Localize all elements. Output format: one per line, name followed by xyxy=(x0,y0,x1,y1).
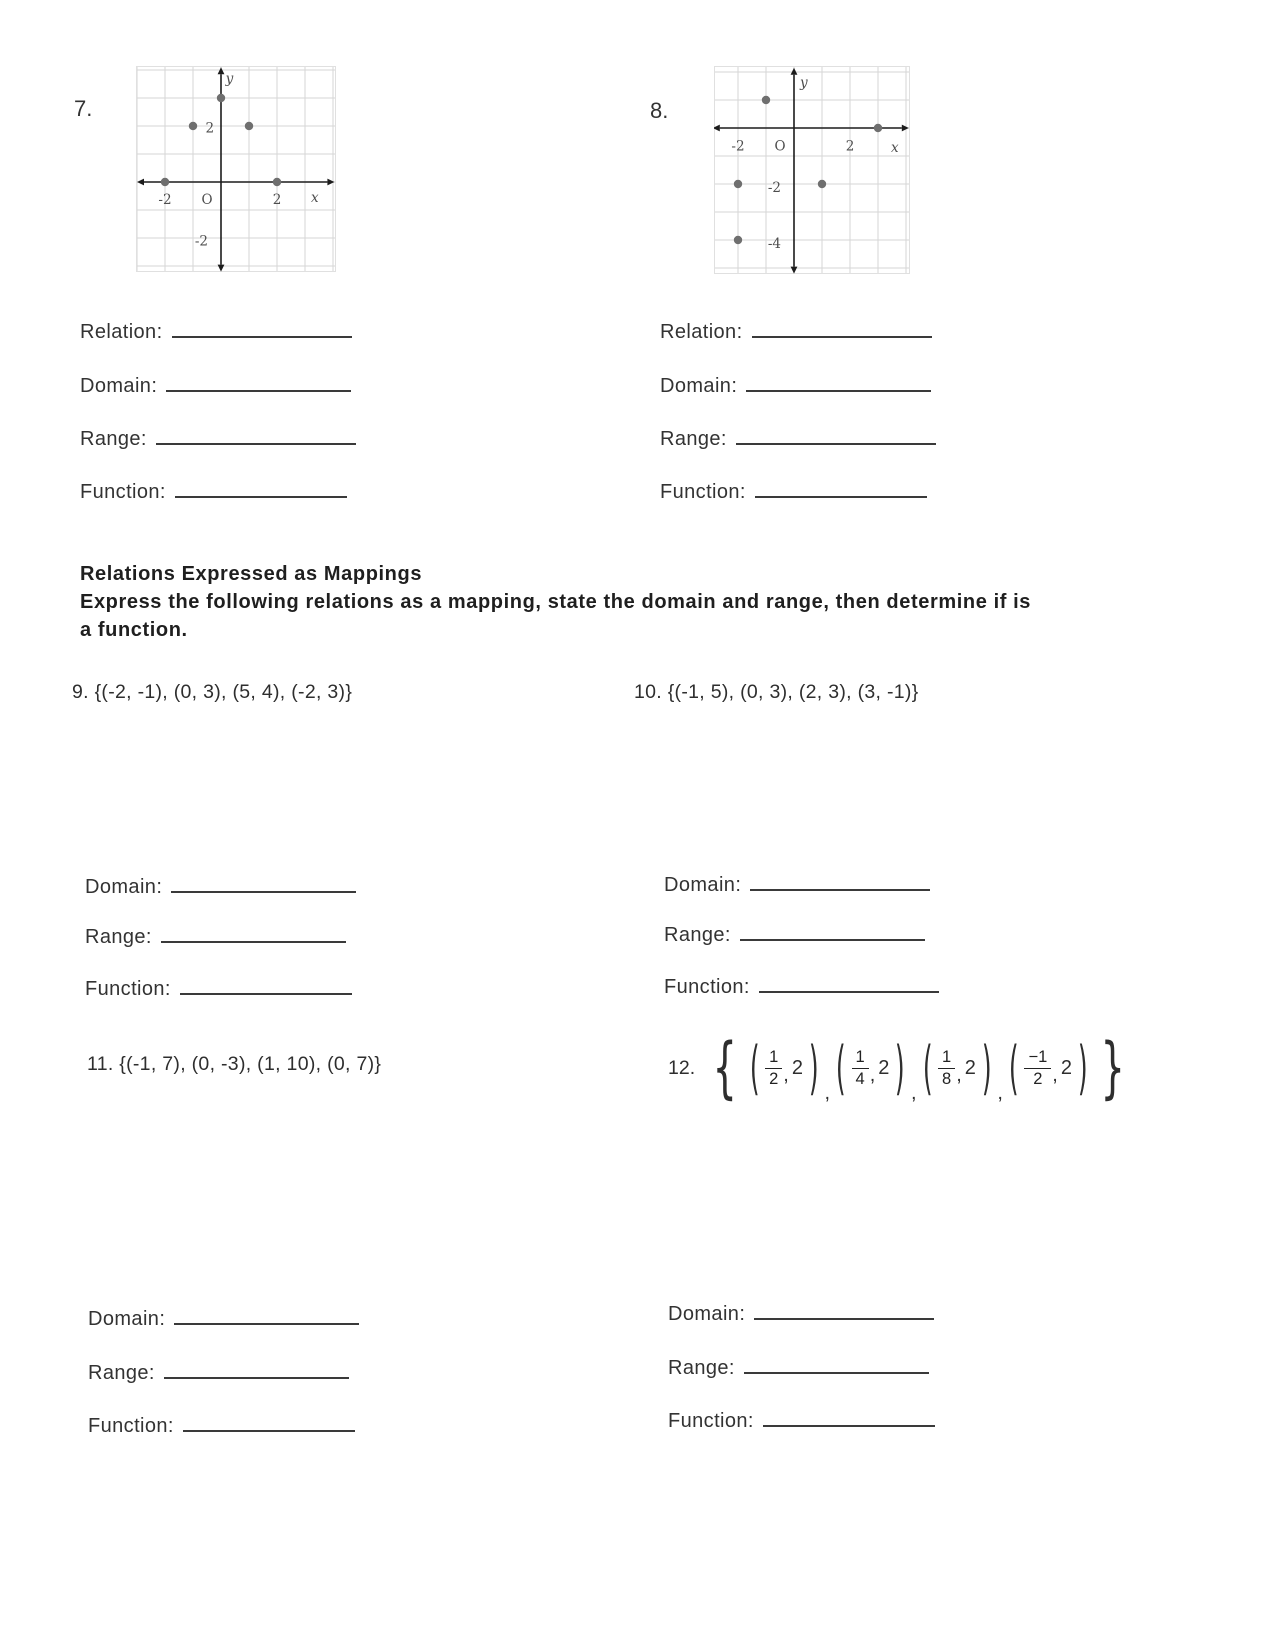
function-label: Function: xyxy=(85,978,171,1000)
domain-label: Domain: xyxy=(668,1303,746,1325)
relation-field-8 xyxy=(660,321,932,344)
fraction xyxy=(1024,1047,1051,1089)
blank-line xyxy=(175,481,347,498)
fraction-denominator: 2 xyxy=(769,1069,779,1088)
pair-second-value: 2 xyxy=(878,1056,890,1079)
fraction-numerator: 1 xyxy=(765,1047,782,1069)
fraction-denominator: 2 xyxy=(1033,1069,1043,1088)
problem-9 xyxy=(72,681,352,704)
open-brace: { xyxy=(712,1028,738,1107)
relation-label: Relation: xyxy=(660,321,743,343)
data-point xyxy=(818,180,826,188)
domain-field-10 xyxy=(664,874,930,897)
data-point xyxy=(189,122,197,130)
range-label: Range: xyxy=(85,926,152,948)
range-label: Range: xyxy=(664,924,731,946)
graph-label: -2 xyxy=(731,138,745,155)
data-point xyxy=(762,96,770,104)
section-instructions-line1: Express the following relations as a mapping, state the domain and range, then determine if is xyxy=(80,591,1032,613)
problem-9-number: 9. xyxy=(72,681,89,703)
pair-separator: , xyxy=(910,1082,917,1104)
problem-12-pairs xyxy=(745,1034,1093,1104)
blank-line xyxy=(755,481,927,498)
domain-label: Domain: xyxy=(664,874,742,896)
function-label: Function: xyxy=(668,1410,754,1432)
fraction-numerator: −1 xyxy=(1024,1047,1051,1069)
blank-line xyxy=(180,978,352,995)
domain-label: Domain: xyxy=(88,1308,166,1330)
data-point xyxy=(273,178,281,186)
problem-10-set: {(-1, 5), (0, 3), (2, 3), (3, -1)} xyxy=(667,681,919,703)
graph-label: -2 xyxy=(158,191,172,208)
open-paren-icon: ( xyxy=(922,1034,933,1102)
domain-field-12 xyxy=(668,1303,934,1326)
range-label: Range: xyxy=(660,428,727,450)
graph-label: O xyxy=(201,191,213,208)
blank-line xyxy=(740,924,925,941)
function-field-12 xyxy=(668,1410,935,1433)
graph-label: -4 xyxy=(767,235,781,252)
function-field-9 xyxy=(85,978,352,1001)
problem-9-set: {(-2, -1), (0, 3), (5, 4), (-2, 3)} xyxy=(94,681,353,703)
data-point xyxy=(874,124,882,132)
problem-11-set: {(-1, 7), (0, -3), (1, 10), (0, 7)} xyxy=(119,1053,382,1075)
graph-label: O xyxy=(774,138,786,155)
fraction xyxy=(765,1047,782,1089)
function-field-8 xyxy=(660,481,927,504)
domain-field-8 xyxy=(660,375,931,398)
data-point xyxy=(217,94,225,102)
problem-12-number: 12. xyxy=(668,1056,696,1079)
close-paren-icon: ) xyxy=(895,1034,906,1102)
graph-label: 2 xyxy=(205,120,215,137)
graph-7 xyxy=(136,66,336,277)
graph-label: 2 xyxy=(272,191,282,208)
fraction-denominator: 8 xyxy=(942,1069,952,1088)
domain-label: Domain: xyxy=(660,375,738,397)
pair-comma: , xyxy=(1052,1063,1058,1086)
problem-8-number: 8. xyxy=(650,98,669,123)
graph-8 xyxy=(714,66,910,279)
blank-line xyxy=(156,428,356,445)
range-field-11 xyxy=(88,1362,349,1385)
function-label: Function: xyxy=(664,976,750,998)
section-title: Relations Expressed as Mappings xyxy=(80,563,423,585)
blank-line xyxy=(754,1303,934,1320)
domain-field-9 xyxy=(85,876,356,899)
data-point xyxy=(161,178,169,186)
pair-comma: , xyxy=(956,1063,962,1086)
ordered-pair xyxy=(831,1034,910,1102)
open-paren-icon: ( xyxy=(1008,1034,1019,1102)
function-field-7 xyxy=(80,481,347,504)
data-point xyxy=(245,122,253,130)
ordered-pair xyxy=(1004,1034,1093,1102)
fraction-numerator: 1 xyxy=(938,1047,955,1069)
range-field-9 xyxy=(85,926,346,949)
problem-7-number: 7. xyxy=(74,96,93,121)
fraction xyxy=(938,1047,955,1089)
open-paren-icon: ( xyxy=(749,1034,760,1102)
blank-line xyxy=(752,321,932,338)
blank-line xyxy=(172,321,352,338)
close-paren-icon: ) xyxy=(1077,1034,1088,1102)
graph-label: 2 xyxy=(845,138,855,155)
range-field-12 xyxy=(668,1357,929,1380)
function-label: Function: xyxy=(88,1415,174,1437)
pair-second-value: 2 xyxy=(1060,1056,1072,1079)
blank-line xyxy=(750,874,930,891)
domain-field-11 xyxy=(88,1308,359,1331)
blank-line xyxy=(164,1362,349,1379)
graph-label: -2 xyxy=(194,233,208,250)
pair-separator: , xyxy=(997,1082,1003,1104)
function-field-10 xyxy=(664,976,939,999)
range-field-7 xyxy=(80,428,356,451)
range-field-8 xyxy=(660,428,936,451)
graph-label: y xyxy=(799,75,808,92)
data-point xyxy=(734,236,742,244)
function-field-11 xyxy=(88,1415,355,1438)
blank-line xyxy=(763,1410,935,1427)
domain-field-7 xyxy=(80,375,351,398)
close-brace: } xyxy=(1099,1028,1125,1107)
blank-line xyxy=(759,976,939,993)
range-label: Range: xyxy=(80,428,147,450)
problem-11-number: 11. xyxy=(87,1053,114,1075)
graph-label: -2 xyxy=(767,179,781,196)
blank-line xyxy=(166,375,351,392)
pair-second-value: 2 xyxy=(964,1056,976,1079)
data-point xyxy=(734,180,742,188)
fraction-denominator: 4 xyxy=(855,1069,865,1088)
fraction xyxy=(852,1047,869,1089)
blank-line xyxy=(171,876,356,893)
domain-label: Domain: xyxy=(85,876,163,898)
problem-10-number: 10. xyxy=(634,681,663,703)
relation-field-7 xyxy=(80,321,352,344)
blank-line xyxy=(161,926,346,943)
ordered-pair xyxy=(918,1034,997,1102)
open-paren-icon: ( xyxy=(835,1034,846,1102)
relation-label: Relation: xyxy=(80,321,163,343)
pair-second-value: 2 xyxy=(791,1056,803,1079)
pair-comma: , xyxy=(783,1063,789,1086)
graph-7-plot xyxy=(136,66,336,272)
problem-10 xyxy=(634,681,919,704)
problem-11 xyxy=(87,1053,381,1076)
range-label: Range: xyxy=(668,1357,735,1379)
graph-8-plot xyxy=(714,66,910,274)
graph-label: x xyxy=(890,140,899,157)
close-paren-icon: ) xyxy=(981,1034,992,1102)
problem-12 xyxy=(668,1026,1132,1110)
blank-line xyxy=(183,1415,355,1432)
blank-line xyxy=(744,1357,929,1374)
blank-line xyxy=(174,1308,359,1325)
pair-separator: , xyxy=(824,1082,831,1104)
close-paren-icon: ) xyxy=(808,1034,819,1102)
section-instructions-line2: a function. xyxy=(80,619,188,641)
function-label: Function: xyxy=(80,481,166,503)
pair-comma: , xyxy=(869,1063,876,1086)
domain-label: Domain: xyxy=(80,375,158,397)
graph-label: y xyxy=(225,70,234,87)
blank-line xyxy=(746,375,931,392)
blank-line xyxy=(736,428,936,445)
graph-label: x xyxy=(310,189,319,206)
range-label: Range: xyxy=(88,1362,155,1384)
function-label: Function: xyxy=(660,481,746,503)
fraction-numerator: 1 xyxy=(852,1047,869,1069)
range-field-10 xyxy=(664,924,925,947)
ordered-pair xyxy=(745,1034,824,1102)
